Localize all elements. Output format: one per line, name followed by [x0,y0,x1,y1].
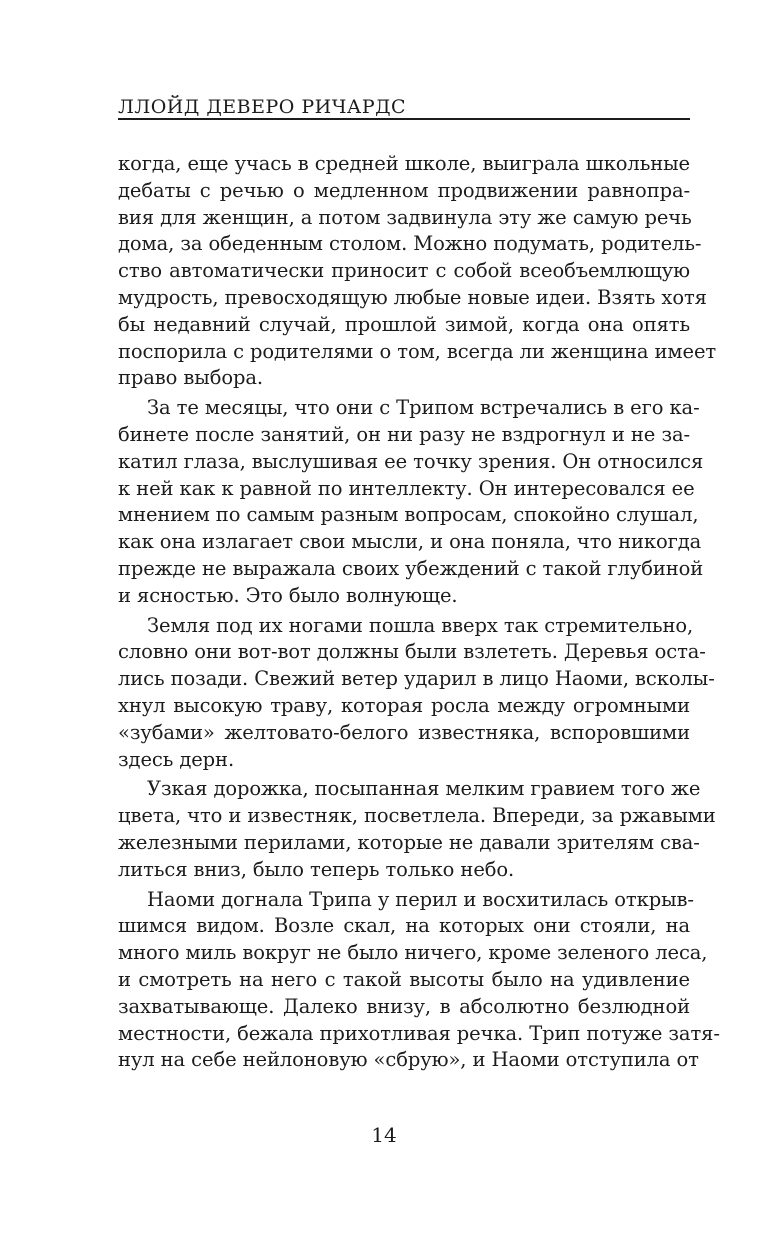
paragraph [118,887,720,1075]
text-line: и смотреть на него с такой высоты было на удивление [118,967,690,991]
paragraph [118,613,715,774]
text-line: лись позади. Свежий ветер ударил в лицо Наоми, всколы- [118,667,715,691]
text-line: мудрость, превосходящую любые новые идеи. Взять хотя [118,285,707,309]
paragraph [118,151,717,392]
text-line: ство автоматически приносит с собой всеобъемлющую [118,259,690,283]
text-line: нул на себе нейлоновую «сбрую», и Наоми отступила от [118,1048,699,1072]
text-line: вия для женщин, а потом задвинула эту же самую речь [118,205,692,229]
text-line: «зубами» желтовато-белого известняка, вспоровшими [118,720,690,744]
running-header-title: ЛЛОЙД ДЕВЕРО РИЧАРДС [118,96,407,118]
text-line: к ней как к равной по интеллекту. Он интересовался ее [118,476,695,500]
text-line: когда, еще учась в средней школе, выиграла школьные [118,152,690,175]
text-line: и ясностью. Это было волнующе. [118,583,458,607]
paragraph [118,776,716,883]
text-line: дома, за обеденным столом. Можно подумать, родитель- [118,232,702,256]
text-line: цвета, что и известняк, посветлела. Впереди, за ржавыми [118,804,716,828]
text-line: дебаты с речью о медленном продвижении равнопра- [118,178,690,202]
text-line: местности, бежала прихотливая речка. Трип потуже затя- [118,1021,720,1045]
text-line: Узкая дорожка, посыпанная мелким гравием того же [147,777,701,801]
page-number: 14 [371,1123,397,1147]
text-line: захватывающе. Далеко внизу, в абсолютно безлюдной [118,994,690,1018]
text-line: Земля под их ногами пошла вверх так стремительно, [147,613,694,637]
text-line: хнул высокую траву, которая росла между огромными [118,693,690,717]
text-line: Наоми догнала Трипа у перил и восхитилась открыв- [147,887,694,911]
header-rule [118,118,690,120]
text-line: шимся видом. Возле скал, на которых они стояли, на [118,914,690,938]
text-line: словно они вот-вот должны были взлететь. Деревья оста- [118,640,706,664]
text-line: поспорила с родителями о том, всегда ли женщина имеет [118,339,717,363]
text-line: железными перилами, которые не давали зрителям сва- [118,830,700,854]
text-line: здесь дерн. [118,747,235,771]
paragraph [118,395,704,609]
text-line: литься вниз, было теперь только небо. [118,857,515,881]
text-line: бинете после занятий, он ни разу не вздрогнул и не за- [118,422,690,446]
text-line: За те месяцы, что они с Трипом встречались в его ка- [147,396,700,420]
text-line: право выбора. [118,366,264,390]
body-text [118,151,720,1077]
text-line: катил глаза, выслушивая ее точку зрения. Он относился [118,449,704,473]
text-line: бы недавний случай, прошлой зимой, когда она опять [118,312,690,336]
text-line: как она излагает свои мысли, и она поняла, что никогда [118,530,702,554]
text-line: мнением по самым разным вопросам, спокойно слушал, [118,503,699,527]
text-line: прежде не выражала своих убеждений с такой глубиной [118,556,704,580]
text-line: много миль вокруг не было ничего, кроме зеленого леса, [118,941,708,965]
